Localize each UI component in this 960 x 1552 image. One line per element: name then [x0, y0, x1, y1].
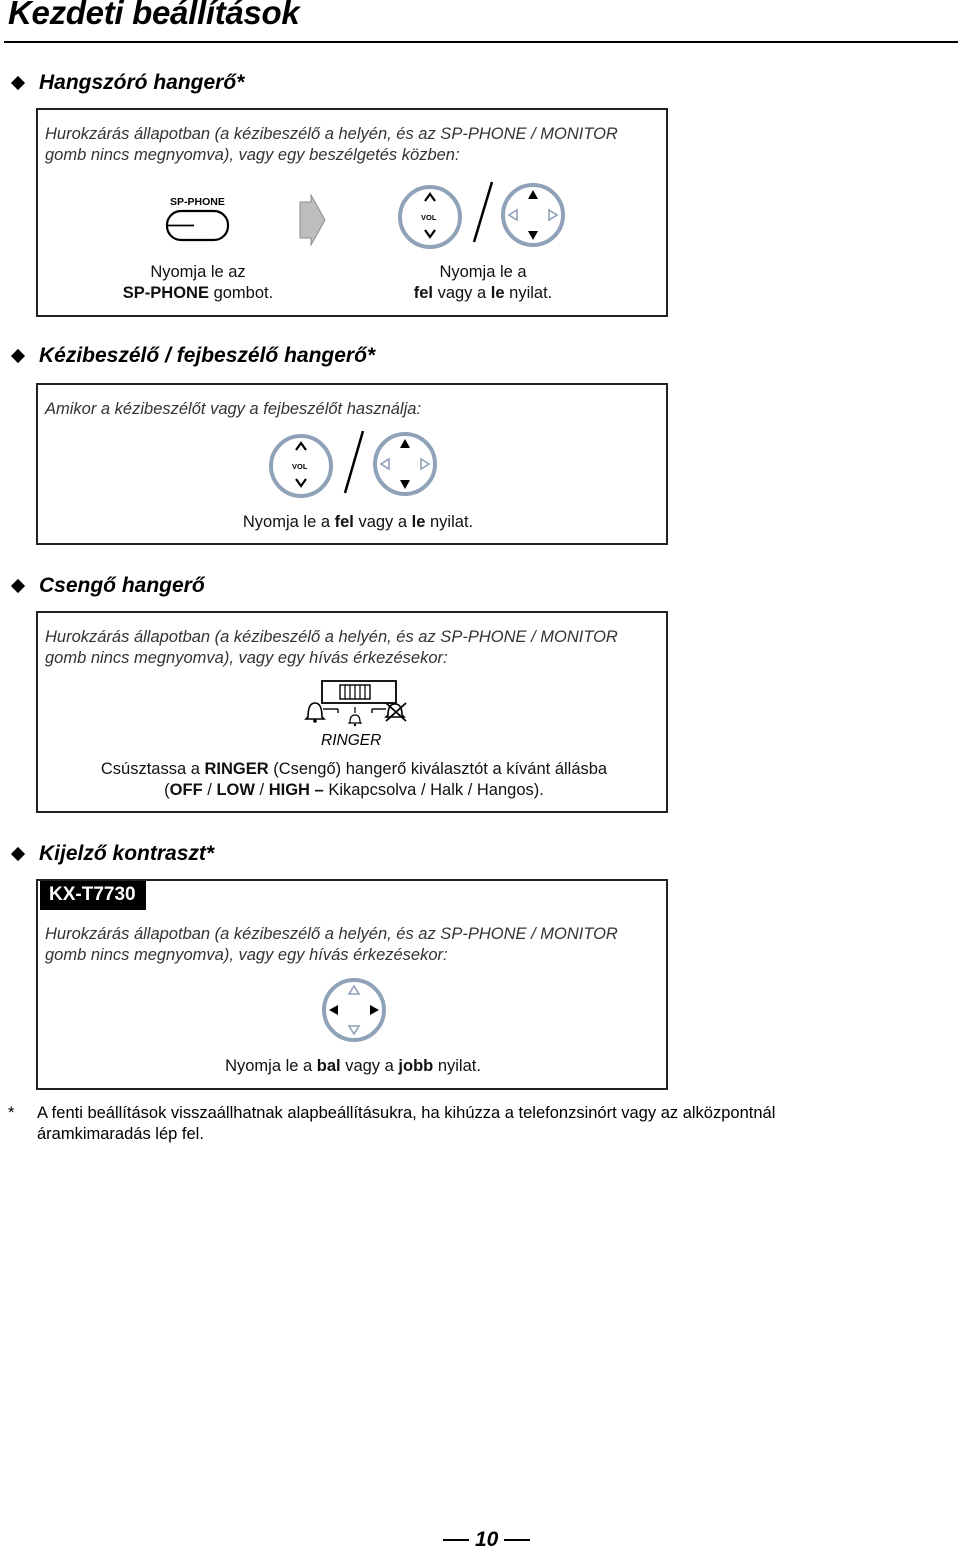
page-number-dash-right [504, 1539, 530, 1541]
section-heading-speaker-volume [10, 68, 244, 98]
footnote-marker: * [8, 1104, 15, 1122]
svg-text:SP-PHONE: SP-PHONE [170, 196, 225, 208]
page-number [437, 1528, 536, 1552]
section-heading-text: Kijelző kontraszt* [39, 842, 215, 865]
page-number-dash-left [443, 1539, 469, 1541]
svg-text:RINGER: RINGER [321, 732, 382, 749]
speaker-volume-box [36, 108, 668, 317]
speaker-volume-intro: Hurokzárás állapotban (a kézibeszélő a helyén, és az SP-PHONE / MONITOR gomb nincs megnyomva), vagy egy beszélgetés közben: [45, 125, 618, 164]
section-heading-display-contrast [10, 839, 214, 869]
next-step-arrow-icon [297, 194, 327, 246]
display-contrast-caption: Nyomja le a bal vagy a jobb nyilat. [225, 1057, 481, 1075]
section-heading-text: Kézibeszélő / fejbeszélő hangerő* [39, 344, 376, 367]
diamond-bullet-icon [11, 579, 25, 593]
display-contrast-box [36, 879, 668, 1090]
title-rule [4, 41, 958, 43]
diamond-bullet-icon [11, 76, 25, 90]
display-contrast-intro: Hurokzárás állapotban (a kézibeszélő a helyén, és az SP-PHONE / MONITOR gomb nincs megnyomva), vagy egy hívás érkezésekor: [45, 925, 618, 964]
section-heading-ringer-volume [10, 571, 205, 601]
slash-separator-icon [470, 180, 496, 246]
speaker-volume-caption-right: Nyomja le a fel vagy a le nyilat. [413, 263, 553, 302]
page-title: Kezdeti beállítások [8, 0, 300, 31]
ringer-volume-intro: Hurokzárás állapotban (a kézibeszélő a helyén, és az SP-PHONE / MONITOR gomb nincs megnyomva), vagy egy hívás érkezésekor: [45, 628, 618, 667]
navigator-key-left-right-icon [321, 977, 387, 1043]
svg-text:VOL: VOL [421, 213, 437, 222]
section-heading-text: Hangszóró hangerő* [39, 71, 245, 94]
section-heading-handset-volume [10, 341, 375, 371]
diamond-bullet-icon [11, 349, 25, 363]
vol-key-icon [268, 433, 334, 499]
handset-volume-intro: Amikor a kézibeszélőt vagy a fejbeszélőt használja: [45, 400, 422, 418]
footnote-text: A fenti beállítások visszaállhatnak alapbeállításukra, ha kihúzza a telefonzsinórt vagy az alközpontnál áramkimaradás lép fel. [37, 1104, 776, 1143]
vol-key-icon [397, 184, 463, 250]
model-badge: KX-T7730 [40, 881, 146, 910]
ringer-switch-icon [302, 679, 414, 751]
navigator-key-up-down-icon [500, 182, 566, 248]
ringer-volume-caption: Csúsztassa a RINGER (Csengő) hangerő kiválasztót a kívánt állásba (OFF / LOW / HIGH – Kikapcsolva / Halk / Hangos). [100, 760, 608, 799]
handset-volume-caption: Nyomja le a fel vagy a le nyilat. [242, 513, 474, 531]
diamond-bullet-icon [11, 847, 25, 861]
sp-phone-button-icon [164, 192, 236, 246]
slash-separator-icon [341, 429, 367, 497]
section-heading-text: Csengő hangerő [39, 574, 205, 597]
speaker-volume-caption-left: Nyomja le az SP-PHONE gombot. [122, 263, 274, 302]
navigator-key-up-down-icon [372, 431, 438, 497]
handset-volume-box [36, 383, 668, 545]
ringer-volume-box [36, 611, 668, 813]
svg-text:VOL: VOL [292, 462, 308, 471]
page-number-value: 10 [475, 1528, 499, 1551]
